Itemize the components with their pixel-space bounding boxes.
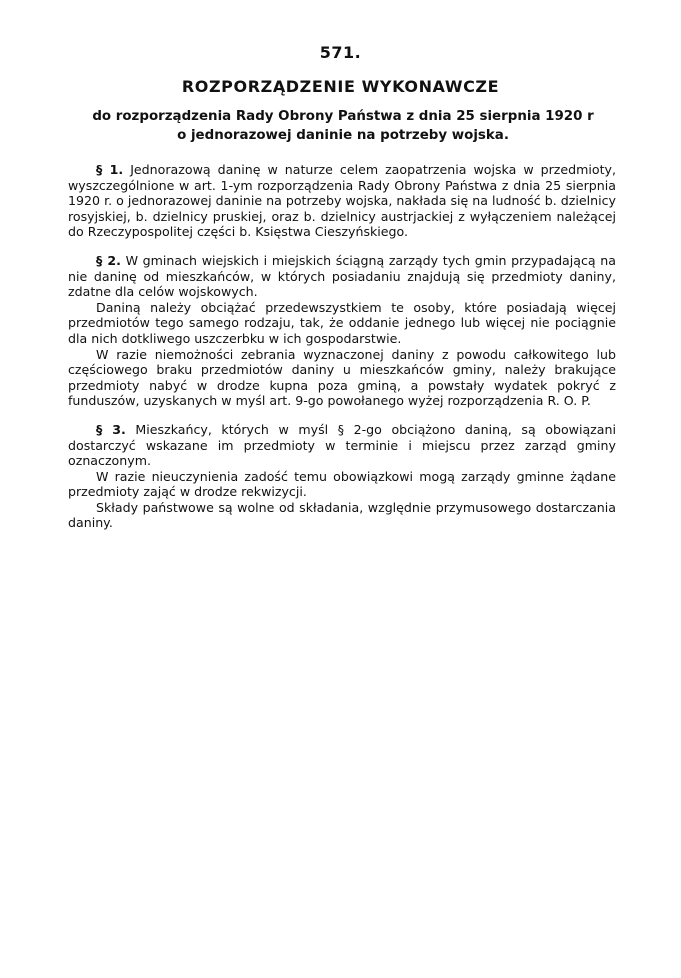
section-1-paragraph bbox=[68, 162, 616, 240]
section-text: W gminach wiejskich i miejskich ściągną zarządy tych gmin przypadającą na nie daninę od mieszkańców, w których posiadaniu znajdują się przedmioty daniny, zdatne dla celów wojskowych. bbox=[68, 252, 616, 300]
section-2-paragraph-3 bbox=[68, 347, 616, 409]
subtitle-line-1: do rozporządzenia Rady Obrony Państwa z dnia 25 sierpnia 1920 r bbox=[92, 109, 594, 124]
section-number: § 1. bbox=[96, 162, 124, 177]
section-3-paragraph-3 bbox=[68, 500, 616, 531]
section-text: Daniną należy obciążać przedewszystkiem te osoby, które posiadają więcej przedmiotów tego samego rodzaju, tak, że oddanie jednego lub więcej nie pociągnie dla nich dotkliwego uszczerbku w ich gospodarstwie. bbox=[68, 299, 616, 346]
section-number: § 3. bbox=[96, 421, 126, 437]
section-2-paragraph bbox=[68, 253, 616, 300]
page-number: 571. bbox=[319, 43, 362, 62]
section-2-paragraph-2 bbox=[68, 300, 616, 347]
section-text: Jednorazową daninę w naturze celem zaopatrzenia wojska w przedmioty, wyszczególnione w art. 1-ym rozporządzenia Rady Obrony Państwa z dnia 25 sierpnia 1920 r. o jednorazowej daninie na potrzeby wojska, nakłada się na ludność b. dzielnicy rosyjskiej, b. dzielnicy pruskiej, oraz b. dzielnicy austrjackiej z wyłączeniem należącej do Rzeczypospolitej części b. Księstwa Cieszyńskiego. bbox=[68, 162, 616, 240]
section-text: W razie niemożności zebrania wyznaczonej daniny z powodu całkowitego lub częściowego braku przedmiotów daniny u mieszkańców gminy, należy brakujące przedmioty nabyć w drodze kupna poza gminą, a powstały wydatek pokryć z funduszów, uzyskanych w myśl art. 9-go powołanego wyżej rozporządzenia R. O. P. bbox=[68, 346, 616, 409]
section-text: W razie nieuczynienia zadość temu obowiązkowi mogą zarządy gminne żądane przedmioty zająć w drodze rekwizycji. bbox=[68, 468, 616, 500]
section-3-paragraph bbox=[68, 422, 616, 469]
section-text: Składy państwowe są wolne od składania, względnie przymusowego dostarczania daniny. bbox=[68, 499, 616, 531]
document-subtitle bbox=[60, 107, 626, 145]
document-body bbox=[68, 162, 616, 531]
document-title: ROZPORZĄDZENIE WYKONAWCZE bbox=[181, 77, 500, 96]
section-text: Mieszkańcy, których w myśl § 2-go obciążono daniną, są obowiązani dostarczyć wskazane im przedmioty w terminie i miejscu przez zarząd gminy oznaczonym. bbox=[68, 421, 616, 469]
subtitle-line-2: o jednorazowej daninie na potrzeby wojska. bbox=[177, 128, 509, 143]
section-number: § 2. bbox=[96, 252, 121, 268]
section-3-paragraph-2 bbox=[68, 469, 616, 500]
